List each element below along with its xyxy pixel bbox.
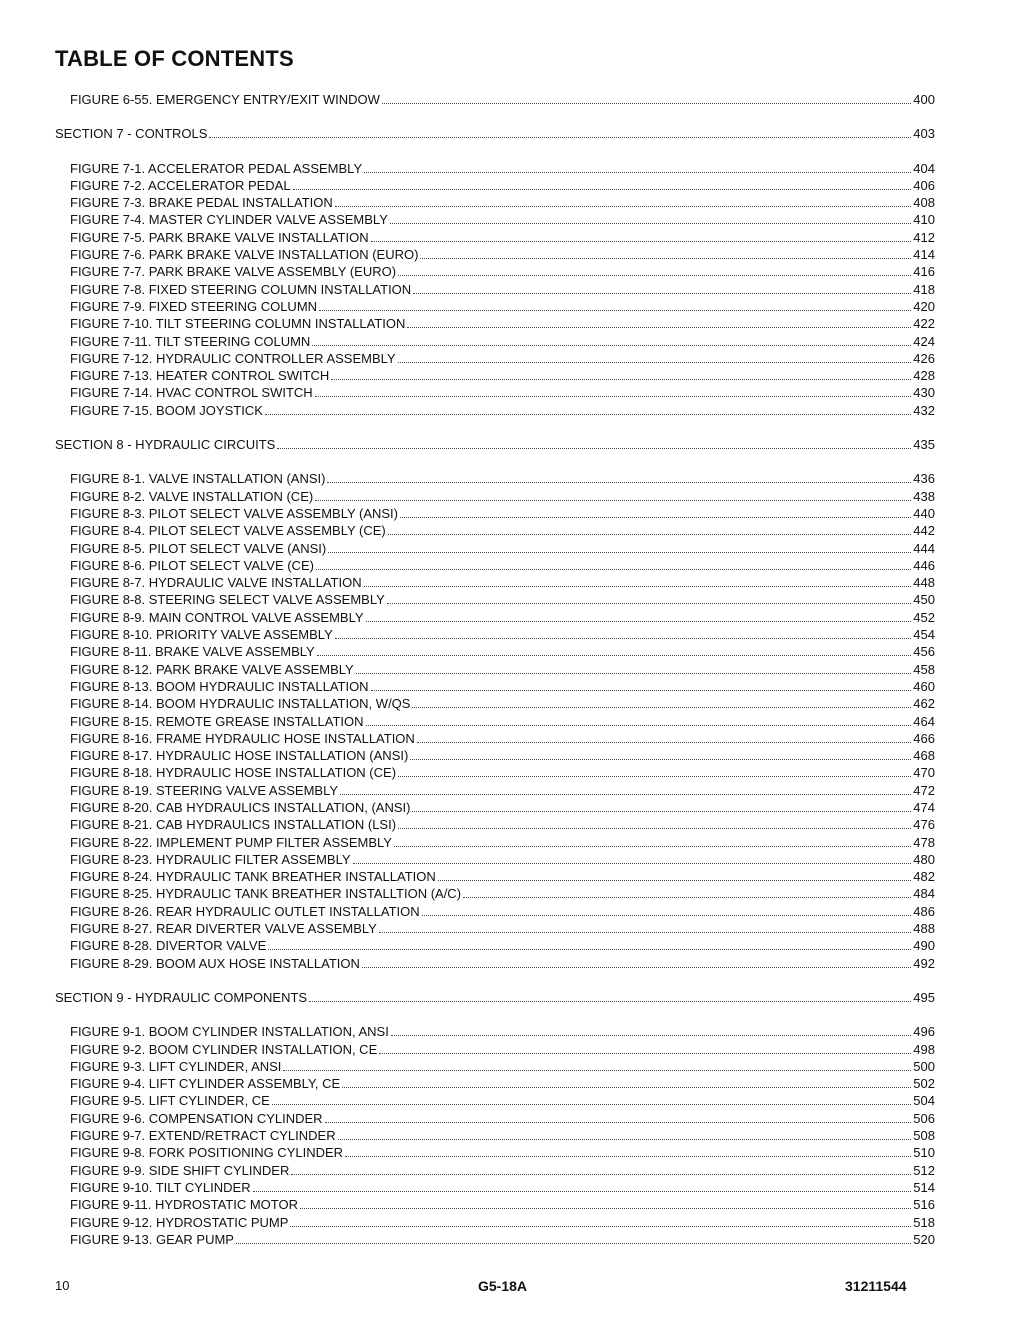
entry-page-number: 422 xyxy=(913,316,935,332)
entry-label: FIGURE 9-10. TILT CYLINDER xyxy=(70,1179,251,1195)
toc-figure-entry[interactable] xyxy=(55,1023,935,1040)
entry-page-number: 444 xyxy=(913,540,935,556)
toc-figure-entry[interactable] xyxy=(55,920,935,937)
dot-leader xyxy=(371,240,912,242)
dot-leader xyxy=(317,654,912,656)
toc-figure-entry[interactable] xyxy=(55,851,935,868)
entry-label: FIGURE 9-4. LIFT CYLINDER ASSEMBLY, CE xyxy=(70,1076,341,1092)
entry-page-number: 490 xyxy=(913,938,935,954)
toc-figure-entry[interactable] xyxy=(55,695,935,712)
spacer xyxy=(55,1006,935,1023)
toc-figure-entry[interactable] xyxy=(55,1075,935,1092)
dot-leader xyxy=(325,1121,912,1123)
table-of-contents xyxy=(55,91,935,1248)
toc-figure-entry[interactable] xyxy=(55,868,935,885)
dot-leader xyxy=(420,257,911,259)
entry-page-number: 520 xyxy=(913,1231,935,1247)
dot-leader xyxy=(438,879,912,881)
dot-leader xyxy=(319,309,911,311)
toc-figure-entry[interactable] xyxy=(55,730,935,747)
entry-page-number: 406 xyxy=(913,177,935,193)
dot-leader xyxy=(382,102,911,104)
toc-figure-entry[interactable] xyxy=(55,333,935,350)
toc-figure-entry[interactable] xyxy=(55,402,935,419)
entry-label: FIGURE 7-8. FIXED STEERING COLUMN INSTALLATION xyxy=(70,281,412,297)
toc-figure-entry[interactable] xyxy=(55,799,935,816)
entry-page-number: 478 xyxy=(913,834,935,850)
entry-page-number: 454 xyxy=(913,627,935,643)
toc-figure-entry[interactable] xyxy=(55,160,935,177)
entry-label: FIGURE 7-2. ACCELERATOR PEDAL xyxy=(70,177,291,193)
toc-section-entry[interactable] xyxy=(55,125,935,142)
entry-label: FIGURE 8-10. PRIORITY VALVE ASSEMBLY xyxy=(70,627,333,643)
dot-leader xyxy=(309,1000,911,1002)
dot-leader xyxy=(379,1052,911,1054)
toc-figure-entry[interactable] xyxy=(55,643,935,660)
entry-label: FIGURE 9-13. GEAR PUMP xyxy=(70,1231,234,1247)
toc-figure-entry[interactable] xyxy=(55,540,935,557)
toc-figure-entry[interactable] xyxy=(55,298,935,315)
entry-label: FIGURE 8-20. CAB HYDRAULICS INSTALLATION, (ANSI) xyxy=(70,799,411,815)
toc-section-entry[interactable] xyxy=(55,989,935,1006)
entry-label: FIGURE 9-3. LIFT CYLINDER, ANSI xyxy=(70,1058,282,1074)
dot-leader xyxy=(315,499,911,501)
entry-label: FIGURE 7-5. PARK BRAKE VALVE INSTALLATION xyxy=(70,229,369,245)
dot-leader xyxy=(463,896,911,898)
entry-label: FIGURE 9-12. HYDROSTATIC PUMP xyxy=(70,1214,289,1230)
toc-figure-entry[interactable] xyxy=(55,522,935,539)
entry-page-number: 480 xyxy=(913,851,935,867)
entry-label: FIGURE 9-5. LIFT CYLINDER, CE xyxy=(70,1093,270,1109)
entry-label: FIGURE 7-10. TILT STEERING COLUMN INSTALLATION xyxy=(70,316,406,332)
entry-label: FIGURE 9-11. HYDROSTATIC MOTOR xyxy=(70,1197,299,1213)
entry-page-number: 504 xyxy=(913,1093,935,1109)
toc-figure-entry[interactable] xyxy=(55,1179,935,1196)
entry-page-number: 474 xyxy=(913,799,935,815)
dot-leader xyxy=(253,1190,912,1192)
entry-label: FIGURE 7-13. HEATER CONTROL SWITCH xyxy=(70,368,330,384)
entry-label: FIGURE 8-3. PILOT SELECT VALVE ASSEMBLY (ANSI) xyxy=(70,505,399,521)
entry-label: FIGURE 8-19. STEERING VALVE ASSEMBLY xyxy=(70,782,339,798)
entry-page-number: 500 xyxy=(913,1058,935,1074)
entry-page-number: 496 xyxy=(913,1024,935,1040)
dot-leader xyxy=(268,948,911,950)
entry-page-number: 426 xyxy=(913,350,935,366)
footer-model: G5-18A xyxy=(478,1278,528,1294)
dot-leader xyxy=(407,326,911,328)
toc-figure-entry[interactable] xyxy=(55,505,935,522)
entry-page-number: 508 xyxy=(913,1128,935,1144)
dot-leader xyxy=(410,758,911,760)
spacer xyxy=(55,419,935,436)
toc-figure-entry[interactable] xyxy=(55,937,935,954)
dot-leader xyxy=(413,292,911,294)
entry-label: FIGURE 8-26. REAR HYDRAULIC OUTLET INSTALLATION xyxy=(70,903,420,919)
toc-section-entry[interactable] xyxy=(55,436,935,453)
spacer xyxy=(55,972,935,989)
dot-leader xyxy=(338,1138,912,1140)
toc-figure-entry[interactable] xyxy=(55,194,935,211)
dot-leader xyxy=(422,914,912,916)
entry-page-number: 424 xyxy=(913,333,935,349)
toc-figure-entry[interactable] xyxy=(55,246,935,263)
entry-page-number: 456 xyxy=(913,644,935,660)
dot-leader xyxy=(366,620,912,622)
dot-leader xyxy=(398,775,911,777)
toc-figure-entry[interactable] xyxy=(55,1214,935,1231)
toc-figure-entry[interactable] xyxy=(55,678,935,695)
spacer xyxy=(55,108,935,125)
entry-label: FIGURE 8-29. BOOM AUX HOSE INSTALLATION xyxy=(70,955,360,971)
dot-leader xyxy=(398,274,911,276)
toc-figure-entry[interactable] xyxy=(55,211,935,228)
entry-label: FIGURE 8-4. PILOT SELECT VALVE ASSEMBLY (CE) xyxy=(70,523,386,539)
toc-figure-entry[interactable] xyxy=(55,281,935,298)
entry-label: FIGURE 8-6. PILOT SELECT VALVE (CE) xyxy=(70,557,314,573)
dot-leader xyxy=(209,136,911,138)
entry-page-number: 476 xyxy=(913,817,935,833)
dot-leader xyxy=(316,568,911,570)
entry-page-number: 462 xyxy=(913,696,935,712)
entry-page-number: 466 xyxy=(913,730,935,746)
entry-page-number: 412 xyxy=(913,229,935,245)
dot-leader xyxy=(398,827,911,829)
dot-leader xyxy=(290,1225,911,1227)
entry-page-number: 514 xyxy=(913,1179,935,1195)
entry-page-number: 438 xyxy=(913,488,935,504)
entry-label: FIGURE 6-55. EMERGENCY ENTRY/EXIT WINDOW xyxy=(70,92,380,107)
toc-figure-entry[interactable] xyxy=(55,955,935,972)
dot-leader xyxy=(412,706,911,708)
dot-leader xyxy=(331,378,911,380)
entry-page-number: 435 xyxy=(913,437,935,453)
page-footer xyxy=(0,1278,1024,1298)
entry-page-number: 416 xyxy=(913,264,935,280)
toc-figure-entry[interactable] xyxy=(55,1231,935,1248)
entry-page-number: 510 xyxy=(913,1145,935,1161)
dot-leader xyxy=(400,516,911,518)
entry-page-number: 512 xyxy=(913,1162,935,1178)
entry-label: FIGURE 8-16. FRAME HYDRAULIC HOSE INSTALLATION xyxy=(70,730,415,746)
toc-figure-entry[interactable] xyxy=(55,367,935,384)
footer-doc-number: 31211544 xyxy=(845,1278,907,1294)
dot-leader xyxy=(371,689,912,691)
dot-leader xyxy=(312,344,911,346)
entry-label: FIGURE 7-4. MASTER CYLINDER VALVE ASSEMBLY xyxy=(70,212,388,228)
entry-label: FIGURE 8-12. PARK BRAKE VALVE ASSEMBLY xyxy=(70,661,354,677)
toc-figure-entry[interactable] xyxy=(55,229,935,246)
entry-label: FIGURE 8-8. STEERING SELECT VALVE ASSEMBLY xyxy=(70,592,385,608)
dot-leader xyxy=(379,931,911,933)
toc-figure-entry[interactable] xyxy=(55,1092,935,1109)
dot-leader xyxy=(236,1242,911,1244)
entry-page-number: 403 xyxy=(913,126,935,142)
toc-figure-entry[interactable] xyxy=(55,557,935,574)
entry-page-number: 506 xyxy=(913,1110,935,1126)
toc-figure-entry[interactable] xyxy=(55,609,935,626)
entry-label: FIGURE 8-7. HYDRAULIC VALVE INSTALLATION xyxy=(70,575,362,591)
entry-page-number: 482 xyxy=(913,869,935,885)
entry-label: FIGURE 9-8. FORK POSITIONING CYLINDER xyxy=(70,1145,344,1161)
entry-label: FIGURE 7-14. HVAC CONTROL SWITCH xyxy=(70,385,313,401)
dot-leader xyxy=(342,1086,911,1088)
dot-leader xyxy=(412,810,911,812)
entry-page-number: 430 xyxy=(913,385,935,401)
toc-figure-entry[interactable] xyxy=(55,834,935,851)
toc-figure-entry[interactable] xyxy=(55,591,935,608)
entry-label: FIGURE 8-22. IMPLEMENT PUMP FILTER ASSEMBLY xyxy=(70,834,392,850)
toc-figure-entry[interactable] xyxy=(55,1110,935,1127)
dot-leader xyxy=(398,361,912,363)
toc-figure-entry[interactable] xyxy=(55,661,935,678)
entry-label: FIGURE 8-13. BOOM HYDRAULIC INSTALLATION xyxy=(70,678,369,694)
entry-page-number: 428 xyxy=(913,368,935,384)
entry-page-number: 418 xyxy=(913,281,935,297)
dot-leader xyxy=(364,585,912,587)
entry-label: FIGURE 9-7. EXTEND/RETRACT CYLINDER xyxy=(70,1128,336,1144)
dot-leader xyxy=(315,395,912,397)
toc-figure-entry[interactable] xyxy=(55,470,935,487)
entry-page-number: 472 xyxy=(913,782,935,798)
toc-figure-entry[interactable] xyxy=(55,384,935,401)
dot-leader xyxy=(356,672,912,674)
dot-leader xyxy=(291,1173,911,1175)
entry-page-number: 460 xyxy=(913,678,935,694)
toc-figure-entry[interactable] xyxy=(55,885,935,902)
toc-figure-entry[interactable] xyxy=(55,488,935,505)
toc-figure-entry[interactable] xyxy=(55,1041,935,1058)
dot-leader xyxy=(265,413,911,415)
toc-figure-entry[interactable] xyxy=(55,574,935,591)
dot-leader xyxy=(328,551,911,553)
entry-label: FIGURE 7-12. HYDRAULIC CONTROLLER ASSEMBLY xyxy=(70,350,396,366)
entry-label: FIGURE 9-6. COMPENSATION CYLINDER xyxy=(70,1110,323,1126)
dot-leader xyxy=(335,205,912,207)
toc-figure-entry[interactable] xyxy=(55,903,935,920)
entry-page-number: 492 xyxy=(913,955,935,971)
entry-label: FIGURE 9-1. BOOM CYLINDER INSTALLATION, ANSI xyxy=(70,1024,389,1040)
entry-label: FIGURE 8-23. HYDRAULIC FILTER ASSEMBLY xyxy=(70,851,351,867)
toc-figure-entry[interactable] xyxy=(55,177,935,194)
dot-leader xyxy=(283,1069,911,1071)
dot-leader xyxy=(387,602,912,604)
entry-label: FIGURE 8-5. PILOT SELECT VALVE (ANSI) xyxy=(70,540,327,556)
entry-label: FIGURE 8-11. BRAKE VALVE ASSEMBLY xyxy=(70,644,315,660)
entry-label: SECTION 7 - CONTROLS xyxy=(55,126,208,142)
entry-label: FIGURE 8-14. BOOM HYDRAULIC INSTALLATION, W/QS xyxy=(70,696,411,712)
entry-label: FIGURE 9-2. BOOM CYLINDER INSTALLATION, CE xyxy=(70,1041,378,1057)
toc-figure-entry[interactable] xyxy=(55,764,935,781)
entry-label: FIGURE 8-2. VALVE INSTALLATION (CE) xyxy=(70,488,314,504)
dot-leader xyxy=(327,481,911,483)
dot-leader xyxy=(391,1034,911,1036)
dot-leader xyxy=(340,793,911,795)
entry-page-number: 408 xyxy=(913,195,935,211)
entry-label: FIGURE 8-9. MAIN CONTROL VALVE ASSEMBLY xyxy=(70,609,364,625)
toc-figure-entry[interactable] xyxy=(55,91,935,108)
entry-page-number: 488 xyxy=(913,921,935,937)
entry-page-number: 448 xyxy=(913,575,935,591)
toc-figure-entry[interactable] xyxy=(55,816,935,833)
entry-label: FIGURE 9-9. SIDE SHIFT CYLINDER xyxy=(70,1162,290,1178)
dot-leader xyxy=(364,171,911,173)
entry-page-number: 442 xyxy=(913,523,935,539)
toc-figure-entry[interactable] xyxy=(55,782,935,799)
entry-page-number: 486 xyxy=(913,903,935,919)
entry-page-number: 436 xyxy=(913,471,935,487)
entry-page-number: 414 xyxy=(913,247,935,263)
entry-page-number: 432 xyxy=(913,402,935,418)
dot-leader xyxy=(272,1103,911,1105)
entry-page-number: 495 xyxy=(913,989,935,1005)
entry-label: FIGURE 8-27. REAR DIVERTER VALVE ASSEMBLY xyxy=(70,921,377,937)
toc-figure-entry[interactable] xyxy=(55,1127,935,1144)
dot-leader xyxy=(417,741,911,743)
entry-page-number: 452 xyxy=(913,609,935,625)
entry-page-number: 518 xyxy=(913,1214,935,1230)
entry-label: FIGURE 7-7. PARK BRAKE VALVE ASSEMBLY (EURO) xyxy=(70,264,397,280)
toc-figure-entry[interactable] xyxy=(55,1162,935,1179)
entry-page-number: 484 xyxy=(913,886,935,902)
spacer xyxy=(55,453,935,470)
toc-figure-entry[interactable] xyxy=(55,1144,935,1161)
toc-figure-entry[interactable] xyxy=(55,263,935,280)
entry-label: FIGURE 8-1. VALVE INSTALLATION (ANSI) xyxy=(70,471,326,487)
entry-page-number: 420 xyxy=(913,298,935,314)
entry-page-number: 502 xyxy=(913,1076,935,1092)
entry-label: FIGURE 8-28. DIVERTOR VALVE xyxy=(70,938,267,954)
entry-label: FIGURE 8-24. HYDRAULIC TANK BREATHER INSTALLATION xyxy=(70,869,436,885)
entry-page-number: 498 xyxy=(913,1041,935,1057)
toc-figure-entry[interactable] xyxy=(55,713,935,730)
toc-figure-entry[interactable] xyxy=(55,626,935,643)
entry-page-number: 468 xyxy=(913,748,935,764)
entry-label: FIGURE 7-6. PARK BRAKE VALVE INSTALLATION (EURO) xyxy=(70,247,419,263)
dot-leader xyxy=(394,845,911,847)
entry-page-number: 516 xyxy=(913,1197,935,1213)
dot-leader xyxy=(362,966,911,968)
dot-leader xyxy=(390,222,911,224)
dot-leader xyxy=(345,1155,911,1157)
toc-figure-entry[interactable] xyxy=(55,1058,935,1075)
entry-label: FIGURE 8-21. CAB HYDRAULICS INSTALLATION (LSI) xyxy=(70,817,397,833)
entry-label: FIGURE 7-9. FIXED STEERING COLUMN xyxy=(70,298,318,314)
dot-leader xyxy=(353,862,912,864)
entry-label: FIGURE 8-18. HYDRAULIC HOSE INSTALLATION (CE) xyxy=(70,765,397,781)
entry-label: FIGURE 7-15. BOOM JOYSTICK xyxy=(70,402,263,418)
toc-figure-entry[interactable] xyxy=(55,315,935,332)
entry-page-number: 446 xyxy=(913,557,935,573)
toc-figure-entry[interactable] xyxy=(55,747,935,764)
entry-page-number: 400 xyxy=(913,92,935,107)
entry-page-number: 440 xyxy=(913,505,935,521)
entry-page-number: 464 xyxy=(913,713,935,729)
dot-leader xyxy=(293,188,912,190)
entry-page-number: 410 xyxy=(913,212,935,228)
toc-figure-entry[interactable] xyxy=(55,350,935,367)
entry-page-number: 404 xyxy=(913,160,935,176)
dot-leader xyxy=(300,1207,911,1209)
entry-label: FIGURE 8-25. HYDRAULIC TANK BREATHER INSTALLTION (A/C) xyxy=(70,886,462,902)
dot-leader xyxy=(335,637,912,639)
entry-label: FIGURE 7-1. ACCELERATOR PEDAL ASSEMBLY xyxy=(70,160,363,176)
entry-page-number: 450 xyxy=(913,592,935,608)
dot-leader xyxy=(277,447,911,449)
entry-label: FIGURE 8-17. HYDRAULIC HOSE INSTALLATION (ANSI) xyxy=(70,748,409,764)
entry-label: FIGURE 8-15. REMOTE GREASE INSTALLATION xyxy=(70,713,364,729)
page-title: TABLE OF CONTENTS xyxy=(55,46,294,71)
entry-page-number: 470 xyxy=(913,765,935,781)
entry-label: SECTION 9 - HYDRAULIC COMPONENTS xyxy=(55,989,308,1005)
entry-label: FIGURE 7-3. BRAKE PEDAL INSTALLATION xyxy=(70,195,333,211)
entry-label: FIGURE 7-11. TILT STEERING COLUMN xyxy=(70,333,311,349)
spacer xyxy=(55,143,935,160)
footer-page-number: 10 xyxy=(55,1278,70,1293)
entry-page-number: 458 xyxy=(913,661,935,677)
toc-figure-entry[interactable] xyxy=(55,1196,935,1213)
entry-label: SECTION 8 - HYDRAULIC CIRCUITS xyxy=(55,437,276,453)
dot-leader xyxy=(388,533,912,535)
dot-leader xyxy=(366,724,912,726)
